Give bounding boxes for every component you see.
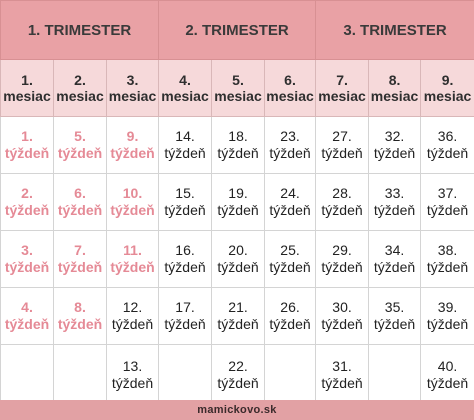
month-header-1 — [1, 60, 54, 117]
week-number: 28. — [332, 185, 352, 202]
week-word: týždeň — [426, 316, 469, 332]
week-number: 39. — [437, 299, 458, 316]
week-word: týždeň — [164, 316, 206, 332]
week-cell — [421, 117, 474, 174]
week-cell — [421, 231, 474, 288]
week-cell — [369, 117, 421, 174]
week-cell — [316, 345, 369, 405]
week-cell — [107, 288, 159, 345]
week-number: 29. — [332, 242, 352, 259]
week-number: 27. — [332, 128, 352, 145]
week-cell — [1, 174, 54, 231]
month-header-6 — [265, 60, 316, 117]
week-word: týždeň — [111, 374, 154, 391]
month-number: 1. — [21, 71, 33, 88]
month-word: mesiac — [161, 88, 209, 104]
week-cell — [316, 288, 369, 345]
month-header-9 — [421, 60, 474, 117]
empty-cell — [265, 345, 316, 405]
empty-cell — [54, 345, 107, 405]
week-word: týždeň — [373, 202, 416, 218]
week-cell — [369, 231, 421, 288]
month-word: mesiac — [266, 88, 314, 104]
week-number: 36. — [437, 128, 458, 145]
week-number: 10. — [122, 185, 143, 202]
month-header-5 — [212, 60, 265, 117]
week-cell — [54, 117, 107, 174]
week-number: 33. — [384, 185, 405, 202]
empty-cell — [369, 345, 421, 405]
week-number: 20. — [228, 242, 248, 259]
week-word: týždeň — [373, 145, 416, 161]
week-number: 12. — [122, 299, 143, 316]
week-number: 19. — [228, 185, 248, 202]
week-cell — [316, 231, 369, 288]
month-header-4 — [159, 60, 212, 117]
week-cell — [1, 231, 54, 288]
month-header-8 — [369, 60, 421, 117]
week-number: 16. — [175, 242, 195, 259]
week-cell — [369, 174, 421, 231]
trimester-header-row — [1, 1, 474, 60]
week-cell — [159, 231, 212, 288]
week-word: týždeň — [426, 202, 469, 218]
week-number: 1. — [21, 128, 33, 145]
trimester-1-header: 1. TRIMESTER — [1, 1, 159, 60]
month-word: mesiac — [423, 88, 472, 104]
week-number: 2. — [21, 185, 33, 202]
week-cell — [1, 288, 54, 345]
trimester-2-header: 2. TRIMESTER — [159, 1, 316, 60]
week-cell — [265, 288, 316, 345]
week-word: týždeň — [110, 202, 155, 218]
week-number: 31. — [332, 357, 352, 374]
month-word: mesiac — [318, 88, 366, 104]
month-word: mesiac — [214, 88, 262, 104]
week-number: 3. — [21, 242, 33, 259]
week-number: 22. — [228, 357, 248, 374]
week-word: týždeň — [321, 316, 363, 332]
month-number: 6. — [284, 71, 296, 88]
week-word: týždeň — [217, 316, 259, 332]
week-cell — [54, 288, 107, 345]
week-number: 18. — [228, 128, 248, 145]
table-row — [1, 231, 474, 288]
week-cell — [54, 231, 107, 288]
month-number: 5. — [232, 71, 244, 88]
week-grid — [1, 117, 474, 405]
week-cell — [369, 288, 421, 345]
week-cell — [159, 288, 212, 345]
month-word: mesiac — [56, 88, 104, 104]
week-number: 7. — [74, 242, 86, 259]
week-number: 23. — [280, 128, 300, 145]
week-cell — [212, 174, 265, 231]
week-word: týždeň — [164, 202, 206, 218]
week-cell — [1, 117, 54, 174]
month-number: 2. — [74, 71, 86, 88]
week-word: týždeň — [217, 202, 259, 218]
table-row — [1, 288, 474, 345]
table-row — [1, 345, 474, 405]
week-number: 26. — [280, 299, 300, 316]
week-number: 40. — [437, 357, 458, 374]
week-word: týždeň — [269, 316, 311, 332]
week-number: 4. — [21, 299, 33, 316]
week-cell — [107, 174, 159, 231]
week-cell — [107, 345, 159, 405]
month-number: 7. — [336, 71, 348, 88]
week-word: týždeň — [57, 145, 103, 161]
week-cell — [421, 288, 474, 345]
week-word: týždeň — [426, 259, 469, 275]
week-cell — [265, 231, 316, 288]
week-cell — [107, 231, 159, 288]
week-word: týždeň — [4, 202, 50, 218]
table-row — [1, 117, 474, 174]
week-cell — [159, 117, 212, 174]
week-word: týždeň — [217, 259, 259, 275]
week-number: 38. — [437, 242, 458, 259]
week-word: týždeň — [269, 259, 311, 275]
week-word: týždeň — [426, 374, 469, 391]
week-word: týždeň — [217, 374, 259, 391]
month-number: 4. — [179, 71, 191, 88]
week-number: 13. — [122, 357, 143, 374]
week-word: týždeň — [217, 145, 259, 161]
week-number: 14. — [175, 128, 195, 145]
week-number: 9. — [126, 128, 139, 145]
week-number: 35. — [384, 299, 405, 316]
week-cell — [316, 117, 369, 174]
week-word: týždeň — [426, 145, 469, 161]
week-cell — [212, 345, 265, 405]
month-number: 9. — [441, 71, 454, 88]
trimester-3-header: 3. TRIMESTER — [316, 1, 474, 60]
week-number: 32. — [384, 128, 405, 145]
week-number: 30. — [332, 299, 352, 316]
week-word: týždeň — [110, 259, 155, 275]
week-cell — [316, 174, 369, 231]
week-number: 6. — [74, 185, 86, 202]
week-word: týždeň — [164, 259, 206, 275]
month-header-7 — [316, 60, 369, 117]
week-number: 34. — [384, 242, 405, 259]
week-word: týždeň — [57, 202, 103, 218]
week-cell — [54, 174, 107, 231]
month-number: 3. — [126, 71, 139, 88]
month-word: mesiac — [370, 88, 419, 104]
week-cell — [212, 288, 265, 345]
empty-cell — [1, 345, 54, 405]
week-cell — [265, 174, 316, 231]
week-number: 8. — [74, 299, 86, 316]
week-number: 37. — [437, 185, 458, 202]
week-word: týždeň — [110, 145, 155, 161]
week-word: týždeň — [321, 145, 363, 161]
month-header-row — [1, 60, 474, 117]
site-footer: mamickovo.sk — [0, 400, 474, 420]
week-word: týždeň — [4, 316, 50, 332]
week-word: týždeň — [269, 145, 311, 161]
week-cell — [421, 174, 474, 231]
week-word: týždeň — [321, 259, 363, 275]
week-number: 17. — [175, 299, 195, 316]
month-number: 8. — [388, 71, 401, 88]
empty-cell — [159, 345, 212, 405]
week-number: 5. — [74, 128, 86, 145]
month-word: mesiac — [108, 88, 157, 104]
week-word: týždeň — [373, 259, 416, 275]
week-cell — [107, 117, 159, 174]
week-word: týždeň — [57, 316, 103, 332]
week-number: 25. — [280, 242, 300, 259]
week-word: týždeň — [373, 316, 416, 332]
week-word: týždeň — [321, 374, 363, 391]
week-number: 15. — [175, 185, 195, 202]
month-word: mesiac — [3, 88, 51, 104]
week-cell — [421, 345, 474, 405]
week-cell — [212, 231, 265, 288]
week-word: týždeň — [111, 316, 154, 332]
week-word: týždeň — [269, 202, 311, 218]
week-word: týždeň — [4, 145, 50, 161]
week-number: 24. — [280, 185, 300, 202]
week-word: týždeň — [321, 202, 363, 218]
week-number: 21. — [228, 299, 248, 316]
week-cell — [159, 174, 212, 231]
week-word: týždeň — [4, 259, 50, 275]
week-word: týždeň — [164, 145, 206, 161]
month-header-3 — [107, 60, 159, 117]
table-row — [1, 174, 474, 231]
week-number: 11. — [123, 242, 142, 259]
week-cell — [265, 117, 316, 174]
month-header-2 — [54, 60, 107, 117]
week-cell — [212, 117, 265, 174]
week-word: týždeň — [57, 259, 103, 275]
